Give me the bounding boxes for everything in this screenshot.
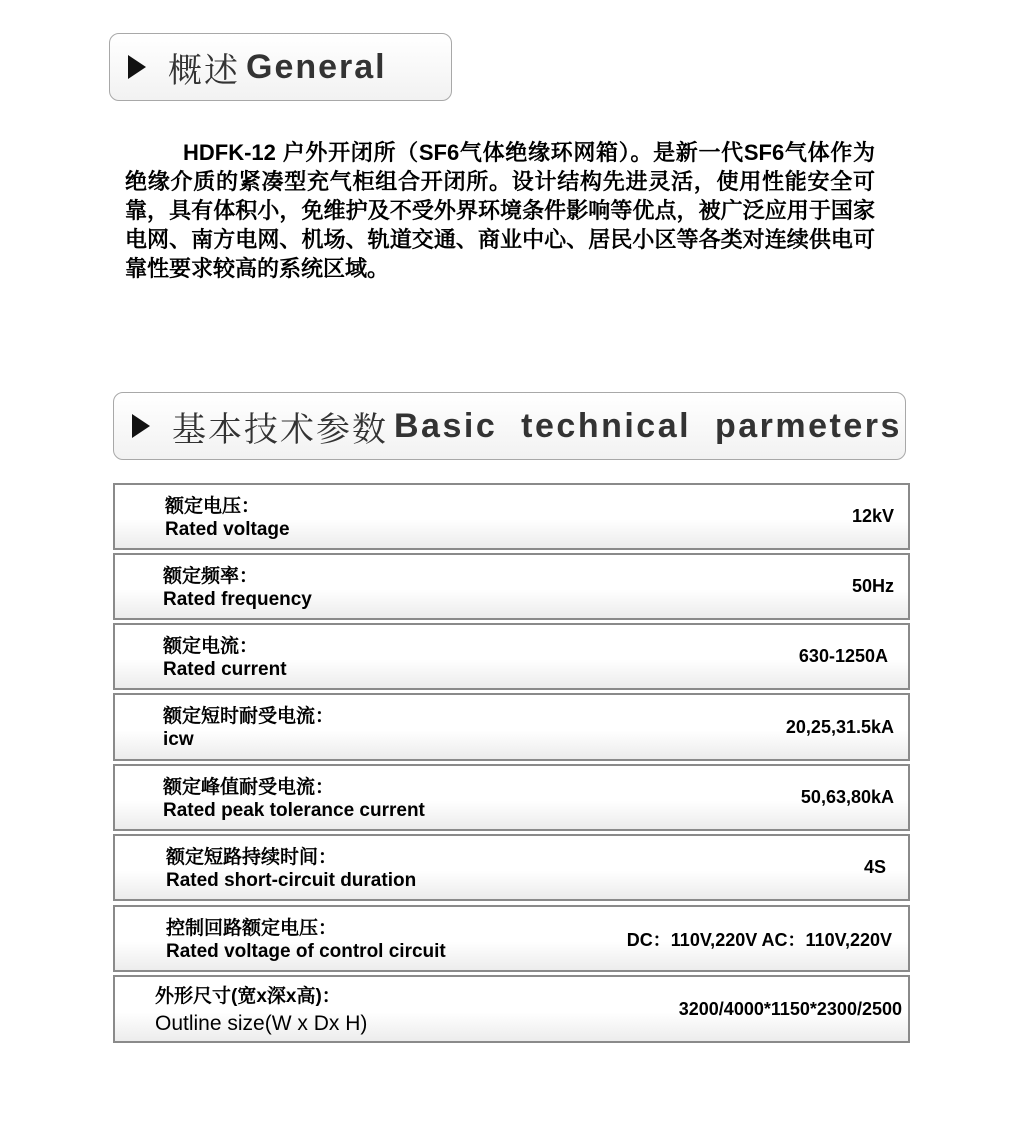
param-row-peak-current xyxy=(113,764,910,831)
general-title-zh: 概述 xyxy=(168,51,240,90)
param-value: 50,63,80kA xyxy=(800,787,894,807)
param-row-icw xyxy=(113,693,910,761)
param-label-zh: 额定峰值耐受电流： xyxy=(163,777,335,798)
param-value: 20,25,31.5kA xyxy=(785,716,894,737)
general-section-header xyxy=(109,33,452,101)
param-label-en: Rated voltage xyxy=(165,519,290,540)
general-title-en: General xyxy=(246,47,387,86)
param-label-zh: 额定短时耐受电流： xyxy=(163,706,335,727)
param-label-en: Rated peak tolerance current xyxy=(163,800,425,821)
param-label-zh: 额定短路持续时间： xyxy=(166,847,338,868)
param-value: 630-1250A xyxy=(798,646,888,666)
param-label-en: Rated short-circuit duration xyxy=(166,870,417,891)
param-label-en: icw xyxy=(163,729,194,750)
param-row-control-circuit-voltage xyxy=(113,905,910,972)
param-label-en: Rated current xyxy=(163,659,287,680)
params-title-zh: 基本技术参数 xyxy=(172,410,388,449)
triangle-right-icon xyxy=(132,414,150,438)
param-label-zh: 控制回路额定电压： xyxy=(166,918,338,939)
general-paragraph: HDFK-12 户外开闭所（SF6气体绝缘环网箱）。是新一代SF6气体作为绝缘介质的紧凑型充气柜组合开闭所。设计结构先进灵活，使用性能安全可靠，具有体积小，免维护及不受外界环境条件影响等优点，被广泛应用于国家电网、南方电网、机场、轨道交通、商业中心、居民小区等各类对连续供电可靠性要求较高的系统区域。 xyxy=(125,140,875,281)
param-row-rated-current xyxy=(113,623,910,690)
param-label-en: Outline size(W x Dx H) xyxy=(155,1012,368,1035)
param-label-zh: 额定电流： xyxy=(163,636,259,657)
param-value: 3200/4000*1150*2300/2500 xyxy=(678,998,902,1019)
param-row-outline-size xyxy=(113,975,910,1043)
param-row-short-circuit-duration xyxy=(113,834,910,901)
param-label-en: Rated voltage of control circuit xyxy=(166,941,446,962)
params-section-header xyxy=(113,392,906,460)
triangle-right-icon xyxy=(128,55,146,79)
param-value: DC：110V,220V AC：110V,220V xyxy=(626,929,892,950)
param-row-rated-voltage xyxy=(113,483,910,550)
param-value: 50Hz xyxy=(851,576,894,596)
params-title-en: Basic technical parmeters xyxy=(394,406,902,445)
param-label-en: Rated frequency xyxy=(163,589,312,610)
param-label-zh: 外形尺寸(宽x深x高)： xyxy=(155,986,341,1007)
param-row-rated-frequency xyxy=(113,553,910,620)
param-label-zh: 额定电压： xyxy=(165,496,261,517)
param-label-zh: 额定频率： xyxy=(163,566,259,587)
param-value: 4S xyxy=(863,857,886,877)
param-value: 12kV xyxy=(851,506,894,526)
